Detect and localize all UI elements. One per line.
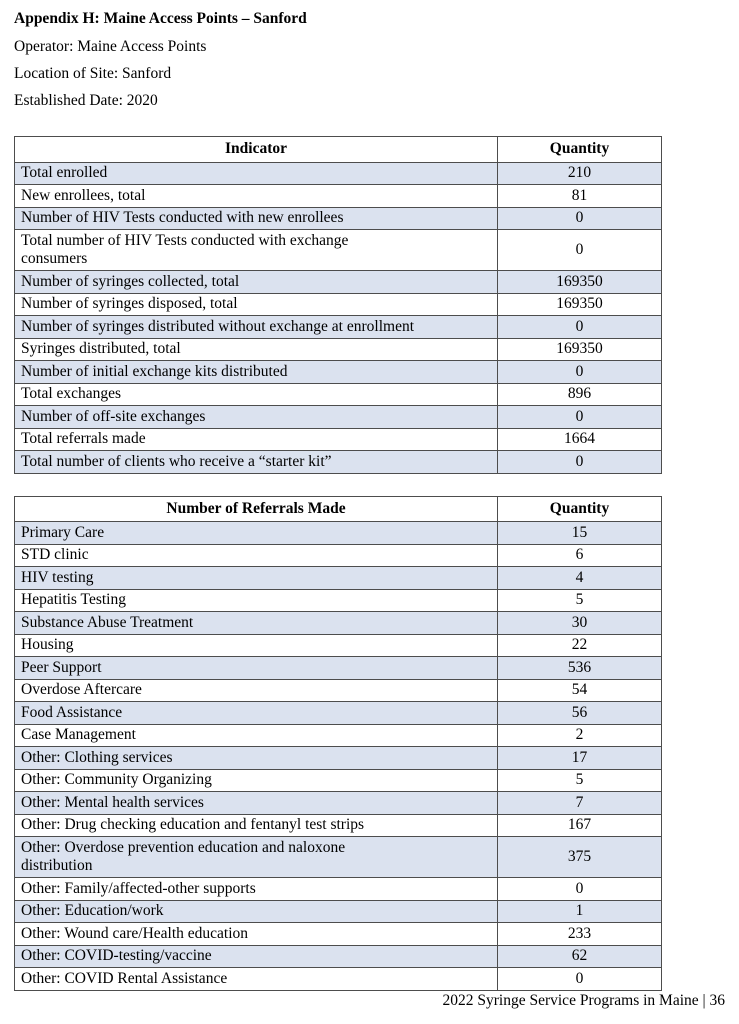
table-row bbox=[15, 900, 662, 923]
indicator-column-header: Indicator bbox=[15, 137, 498, 163]
table-row bbox=[15, 451, 662, 474]
table-row bbox=[15, 361, 662, 384]
table-row bbox=[15, 945, 662, 968]
row-quantity: 169350 bbox=[498, 293, 662, 316]
row-label: Overdose Aftercare bbox=[15, 679, 498, 702]
table-row bbox=[15, 428, 662, 451]
row-quantity: 2 bbox=[498, 724, 662, 747]
referrals-table bbox=[14, 496, 662, 991]
row-quantity: 0 bbox=[498, 361, 662, 384]
table-row bbox=[15, 338, 662, 361]
row-label: Number of HIV Tests conducted with new enrollees bbox=[15, 207, 498, 230]
table-row bbox=[15, 383, 662, 406]
row-quantity: 375 bbox=[498, 837, 662, 878]
row-label: Other: Education/work bbox=[15, 900, 498, 923]
row-quantity: 7 bbox=[498, 792, 662, 815]
row-quantity: 0 bbox=[498, 968, 662, 991]
row-quantity: 56 bbox=[498, 702, 662, 725]
referrals-column-header: Number of Referrals Made bbox=[15, 496, 498, 522]
row-quantity: 0 bbox=[498, 878, 662, 901]
row-quantity: 233 bbox=[498, 923, 662, 946]
page-footer: 2022 Syringe Service Programs in Maine | 36 bbox=[442, 992, 725, 1009]
row-label: Total referrals made bbox=[15, 428, 498, 451]
row-label: Other: COVID-testing/vaccine bbox=[15, 945, 498, 968]
row-quantity: 0 bbox=[498, 207, 662, 230]
row-label: Number of syringes distributed without exchange at enrollment bbox=[15, 316, 498, 339]
row-label: HIV testing bbox=[15, 567, 498, 590]
row-quantity: 5 bbox=[498, 769, 662, 792]
row-label: Hepatitis Testing bbox=[15, 589, 498, 612]
table-row bbox=[15, 567, 662, 590]
table-row bbox=[15, 162, 662, 185]
row-label: New enrollees, total bbox=[15, 185, 498, 208]
row-quantity: 169350 bbox=[498, 271, 662, 294]
row-quantity: 4 bbox=[498, 567, 662, 590]
row-quantity: 22 bbox=[498, 634, 662, 657]
row-label: Other: COVID Rental Assistance bbox=[15, 968, 498, 991]
table-row bbox=[15, 406, 662, 429]
table-row bbox=[15, 702, 662, 725]
row-quantity: 0 bbox=[498, 451, 662, 474]
row-quantity: 896 bbox=[498, 383, 662, 406]
table-row bbox=[15, 185, 662, 208]
row-label: Other: Mental health services bbox=[15, 792, 498, 815]
row-quantity: 0 bbox=[498, 316, 662, 339]
page-title: Appendix H: Maine Access Points – Sanford bbox=[14, 10, 307, 27]
row-label: Food Assistance bbox=[15, 702, 498, 725]
row-label: Other: Drug checking education and fentanyl test strips bbox=[15, 814, 498, 837]
row-label: Number of initial exchange kits distributed bbox=[15, 361, 498, 384]
row-label: Peer Support bbox=[15, 657, 498, 680]
row-label: Other: Wound care/Health education bbox=[15, 923, 498, 946]
table-row bbox=[15, 792, 662, 815]
table-row bbox=[15, 316, 662, 339]
row-label: Substance Abuse Treatment bbox=[15, 612, 498, 635]
row-label: Total number of HIV Tests conducted with exchange consumers bbox=[15, 230, 498, 271]
row-quantity: 0 bbox=[498, 406, 662, 429]
row-quantity: 62 bbox=[498, 945, 662, 968]
row-label: Number of off-site exchanges bbox=[15, 406, 498, 429]
row-quantity: 17 bbox=[498, 747, 662, 770]
row-quantity: 5 bbox=[498, 589, 662, 612]
table-row bbox=[15, 634, 662, 657]
table-row bbox=[15, 657, 662, 680]
row-quantity: 30 bbox=[498, 612, 662, 635]
table-row bbox=[15, 923, 662, 946]
table-row bbox=[15, 878, 662, 901]
row-label: STD clinic bbox=[15, 544, 498, 567]
table-row bbox=[15, 522, 662, 545]
row-label: Primary Care bbox=[15, 522, 498, 545]
table-row bbox=[15, 724, 662, 747]
table-row bbox=[15, 589, 662, 612]
table-row bbox=[15, 612, 662, 635]
quantity-column-header: Quantity bbox=[498, 496, 662, 522]
row-quantity: 536 bbox=[498, 657, 662, 680]
row-label: Case Management bbox=[15, 724, 498, 747]
table-row bbox=[15, 230, 662, 271]
indicators-table bbox=[14, 136, 662, 474]
row-quantity: 1664 bbox=[498, 428, 662, 451]
table-row bbox=[15, 271, 662, 294]
row-quantity: 167 bbox=[498, 814, 662, 837]
table-row bbox=[15, 544, 662, 567]
row-quantity: 6 bbox=[498, 544, 662, 567]
row-label: Other: Clothing services bbox=[15, 747, 498, 770]
table-row bbox=[15, 814, 662, 837]
row-quantity: 15 bbox=[498, 522, 662, 545]
established-line: Established Date: 2020 bbox=[14, 92, 158, 109]
table-row bbox=[15, 207, 662, 230]
table-row bbox=[15, 968, 662, 991]
indicators-header-row bbox=[15, 137, 662, 163]
document-header bbox=[14, 10, 725, 110]
row-label: Other: Family/affected-other supports bbox=[15, 878, 498, 901]
row-label: Other: Overdose prevention education and naloxone distribution bbox=[15, 837, 498, 878]
table-row bbox=[15, 293, 662, 316]
row-quantity: 81 bbox=[498, 185, 662, 208]
location-line: Location of Site: Sanford bbox=[14, 65, 172, 82]
table-row bbox=[15, 679, 662, 702]
row-label: Syringes distributed, total bbox=[15, 338, 498, 361]
row-quantity: 0 bbox=[498, 230, 662, 271]
row-quantity: 210 bbox=[498, 162, 662, 185]
row-label: Other: Community Organizing bbox=[15, 769, 498, 792]
row-label: Total number of clients who receive a “starter kit” bbox=[15, 451, 498, 474]
operator-line: Operator: Maine Access Points bbox=[14, 38, 207, 55]
table-row bbox=[15, 837, 662, 878]
row-label: Number of syringes disposed, total bbox=[15, 293, 498, 316]
referrals-header-row bbox=[15, 496, 662, 522]
row-quantity: 1 bbox=[498, 900, 662, 923]
row-quantity: 169350 bbox=[498, 338, 662, 361]
quantity-column-header: Quantity bbox=[498, 137, 662, 163]
table-row bbox=[15, 769, 662, 792]
row-label: Total exchanges bbox=[15, 383, 498, 406]
row-label: Housing bbox=[15, 634, 498, 657]
row-label: Total enrolled bbox=[15, 162, 498, 185]
row-quantity: 54 bbox=[498, 679, 662, 702]
row-label: Number of syringes collected, total bbox=[15, 271, 498, 294]
table-row bbox=[15, 747, 662, 770]
